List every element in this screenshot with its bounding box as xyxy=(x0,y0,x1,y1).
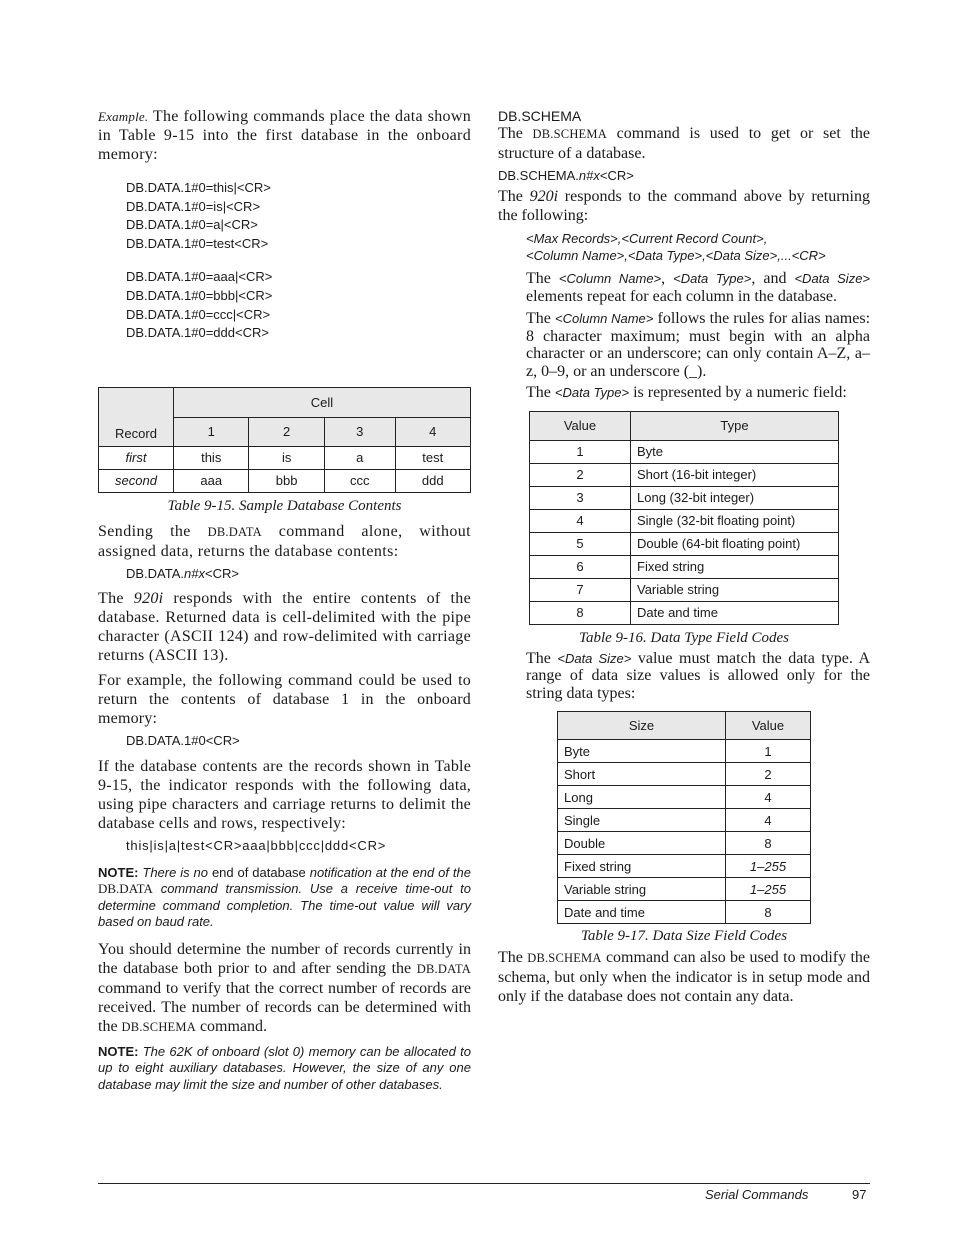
table-row xyxy=(558,740,811,763)
example-paragraph: Example. The following commands place the data shown in Table 9-15 into the first database in the onboard memory: xyxy=(98,108,471,163)
footer-title: Serial Commands xyxy=(705,1187,809,1202)
table-header-record: Record xyxy=(99,387,174,446)
table-cell: Double xyxy=(558,832,726,855)
table-cell: Date and time xyxy=(631,601,839,624)
table-data-size-codes xyxy=(557,711,811,924)
table-cell: 4 xyxy=(530,509,631,532)
page-number: 97 xyxy=(852,1187,867,1202)
table-cell: Short (16-bit integer) xyxy=(631,463,839,486)
table-cell: 4 xyxy=(726,809,811,832)
command-line: DB.DATA.1#0=a|<CR> xyxy=(126,217,258,233)
table-cell: second xyxy=(99,469,174,492)
command-line: DB.DATA.1#0<CR> xyxy=(126,733,240,749)
table-col-header: 2 xyxy=(249,417,324,446)
paragraph-if: If the database contents are the records shown in Table 9-15, the indicator responds with the following data, using pipe characters and carriage returns to delimit the database cells and rows, respectively: xyxy=(98,757,471,832)
table-row xyxy=(530,440,839,463)
table-cell: is xyxy=(249,446,324,469)
table-cell: Byte xyxy=(631,440,839,463)
table-row xyxy=(558,763,811,786)
table-row xyxy=(558,855,811,878)
note-memory: NOTE: The 62K of onboard (slot 0) memory can be allocated to up to eight auxiliary databases. However, the size of any one database may limit the size and number of other databases. xyxy=(98,1043,471,1092)
output-line: this|is|a|test<CR>aaa|bbb|ccc|ddd<CR> xyxy=(126,837,387,853)
table-cell: Long (32-bit integer) xyxy=(631,486,839,509)
table-caption: Table 9-16. Data Type Field Codes xyxy=(579,629,789,646)
table-cell: aaa xyxy=(174,469,249,492)
table-cell: 8 xyxy=(530,601,631,624)
command-line: DB.DATA.1#0=test<CR> xyxy=(126,235,269,251)
footer-rule xyxy=(98,1183,870,1184)
table-cell: 5 xyxy=(530,532,631,555)
table-header: Value xyxy=(530,411,631,440)
paragraph-determine: You should determine the number of records currently in the database both prior to and after sending the DB.DATA command to verify that the correct number of records are received. The number of records can be determined with the DB.SCHEMA command. xyxy=(98,940,472,1035)
table-cell: 4 xyxy=(726,786,811,809)
table-cell: 8 xyxy=(726,901,811,924)
table-row xyxy=(558,786,811,809)
right-column xyxy=(498,104,870,1006)
table-cell: Single (32-bit floating point) xyxy=(631,509,839,532)
command-line: DB.DATA.1#0=ccc|<CR> xyxy=(126,306,271,322)
table-cell: 8 xyxy=(726,832,811,855)
table-row xyxy=(558,878,811,901)
table-cell: first xyxy=(99,446,174,469)
paragraph-schema-intro: The DB.SCHEMA command is used to get or set the structure of a database. xyxy=(498,125,871,162)
command-line: DB.DATA.n#x<CR> xyxy=(126,565,239,581)
table-cell: 1 xyxy=(530,440,631,463)
paragraph-example2: For example, the following command could be used to return the contents of database 1 in the onboard memory: xyxy=(98,672,471,728)
table-cell: 7 xyxy=(530,578,631,601)
section-heading: DB.SCHEMA xyxy=(498,108,582,124)
table-cell: Short xyxy=(558,763,726,786)
table-cell: Byte xyxy=(558,740,726,763)
command-line: DB.DATA.1#0=is|<CR> xyxy=(126,198,261,214)
table-cell: ccc xyxy=(324,469,395,492)
table-cell: ddd xyxy=(395,469,470,492)
table-header-cell: Cell xyxy=(174,387,471,417)
table-sample-database xyxy=(98,387,471,493)
command-block-a xyxy=(126,179,471,253)
table-cell: this xyxy=(174,446,249,469)
table-row xyxy=(99,469,471,492)
table-header: Size xyxy=(558,712,726,740)
table-data-type-codes xyxy=(529,411,839,625)
paragraph-data-type: The <Data Type> is represented by a numeric field: xyxy=(526,384,847,401)
command-block-b xyxy=(126,268,471,342)
table-cell: bbb xyxy=(249,469,324,492)
table-cell: Variable string xyxy=(558,878,726,901)
table-cell: Variable string xyxy=(631,578,839,601)
command-line: DB.DATA.1#0=this|<CR> xyxy=(126,180,271,195)
command-line: DB.DATA.1#0=bbb|<CR> xyxy=(126,287,273,303)
table-col-header: 1 xyxy=(174,417,249,446)
table-header: Value xyxy=(726,712,811,740)
table-caption: Table 9-15. Sample Database Contents xyxy=(167,497,402,514)
table-cell: Long xyxy=(558,786,726,809)
paragraph-alias-rules: The <Column Name> follows the rules for alias names: 8 character maximum; must begin with an alpha character or an underscore; can only contain A–Z, a–z, 0–9, or an underscore (_). xyxy=(526,310,871,380)
table-row xyxy=(530,555,839,578)
table-cell: Double (64-bit floating point) xyxy=(631,532,839,555)
table-col-header: 3 xyxy=(324,417,395,446)
table-cell: 1 xyxy=(726,740,811,763)
table-cell: 3 xyxy=(530,486,631,509)
paragraph-modify: The DB.SCHEMA command can also be used to modify the schema, but only when the indicator is in setup mode and only if the database does not contain any data. xyxy=(498,949,871,1005)
paragraph-returns: The 920i responds to the command above by returning the following: xyxy=(498,188,870,224)
table-row xyxy=(530,463,839,486)
table-cell: test xyxy=(395,446,470,469)
paragraph-data-size: The <Data Size> value must match the data type. A range of data size values is allowed only for the string data types: xyxy=(526,649,871,702)
table-cell: 2 xyxy=(726,763,811,786)
table-cell: Fixed string xyxy=(558,855,726,878)
command-line: DB.DATA.1#0=aaa|<CR> xyxy=(126,269,273,285)
table-cell: 1–255 xyxy=(726,855,811,878)
table-col-header: 4 xyxy=(395,417,470,446)
table-cell: 6 xyxy=(530,555,631,578)
left-column xyxy=(98,104,471,1093)
table-row xyxy=(558,901,811,924)
command-line: DB.DATA.1#0=ddd<CR> xyxy=(126,325,269,341)
table-cell: 2 xyxy=(530,463,631,486)
paragraph-responds: The 920i responds with the entire contents of the database. Returned data is cell-delimited with the pipe character (ASCII 124) and row-delimited with carriage returns (ASCII 13). xyxy=(98,590,471,665)
table-cell: 1–255 xyxy=(726,878,811,901)
table-caption: Table 9-17. Data Size Field Codes xyxy=(580,928,788,944)
command-line: DB.SCHEMA.n#x<CR> xyxy=(498,168,634,183)
table-cell: Single xyxy=(558,809,726,832)
table-row xyxy=(558,809,811,832)
table-row xyxy=(530,509,839,532)
table-row xyxy=(530,486,839,509)
note-end-of-database: NOTE: There is no end of database notification at the end of the DB.DATA command transmission. Use a receive time-out to determine command completion. The time-out value will vary based on baud rate. xyxy=(98,864,471,930)
paragraph-repeat: The <Column Name>, <Data Type>, and <Data Size> elements repeat for each column in the database. xyxy=(526,270,871,305)
table-cell: a xyxy=(324,446,395,469)
table-row xyxy=(99,446,471,469)
table-header: Type xyxy=(631,411,839,440)
returns-format: <Max Records>,<Current Record Count>, <Column Name>,<Data Type>,<Data Size>,...<CR> xyxy=(526,231,826,263)
table-cell: Date and time xyxy=(558,901,726,924)
table-row xyxy=(530,578,839,601)
table-cell: Fixed string xyxy=(631,555,839,578)
table-row xyxy=(530,601,839,624)
table-row xyxy=(530,532,839,555)
paragraph-sending: Sending the DB.DATA command alone, without assigned data, returns the database contents: xyxy=(98,522,471,560)
table-row xyxy=(558,832,811,855)
